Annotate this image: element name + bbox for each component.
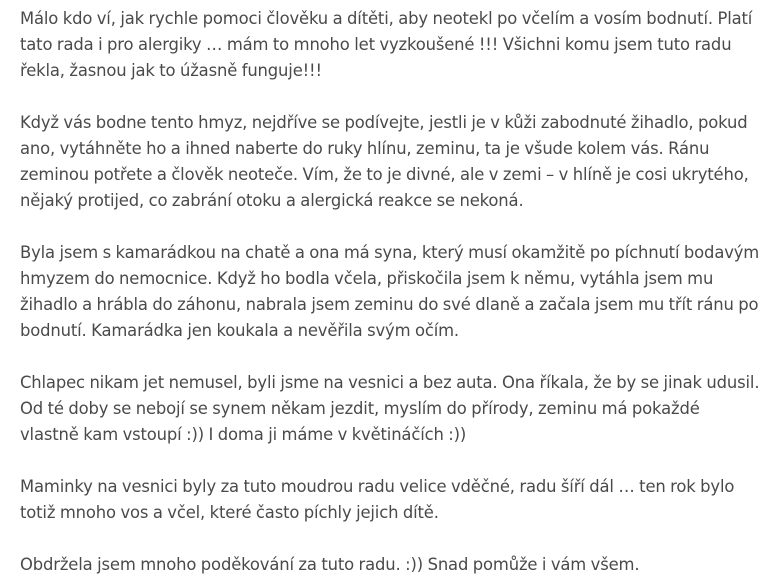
paragraph-story: Byla jsem s kamarádkou na chatě a ona má syna, který musí okamžitě po píchnutí bodavým hmyzem do nemocnice. Když ho bodla včela, přiskočila jsem k němu, vytáhla jsem mu žihadlo a hrábla do záhonu, nabrala jsem zeminu do své dlaně a začala jsem mu třít ránu po bodnutí. Kamarádka jen koukala a nevěřila svým očím.: [20, 243, 760, 340]
paragraph-outcome: Chlapec nikam jet nemusel, byli jsme na vesnici a bez auta. Ona říkala, že by se jinak udusil. Od té doby se nebojí se synem někam jezdit, myslím do přírody, zeminu má pokaždé vlastně kam vstoupí :)) I doma ji máme v květináčích :)): [20, 373, 760, 444]
paragraph-intro: Málo kdo ví, jak rychle pomoci člověku a dítěti, aby neotekl po včelím a vosím bodnutí. Platí tato rada i pro alergiky … mám to mnoho let vyzkoušené !!! Všichni komu jsem tuto radu řekla, žasnou jak to úžasně funguje!!!: [20, 9, 753, 80]
paragraph-instructions: Když vás bodne tento hmyz, nejdříve se podívejte, jestli je v kůži zabodnuté žihadlo, pokud ano, vytáhněte ho a ihned naberte do ruky hlínu, zeminu, ta je všude kolem vás. Ránu zeminou potřete a člověk neoteče. Vím, že to je divné, ale v zemi – v hlíně je cosi ukrytého, nějaký protijed, co zabrání otoku a alergická reakce se nekoná.: [20, 113, 749, 210]
paragraph-village: Maminky na vesnici byly za tuto moudrou radu velice vděčné, radu šíří dál … ten rok bylo totiž mnoho vos a včel, které často píchly jejich dítě.: [20, 477, 735, 522]
paragraph-closing: Obdržela jsem mnoho poděkování za tuto radu. :)) Snad pomůže i vám všem.: [20, 555, 640, 574]
